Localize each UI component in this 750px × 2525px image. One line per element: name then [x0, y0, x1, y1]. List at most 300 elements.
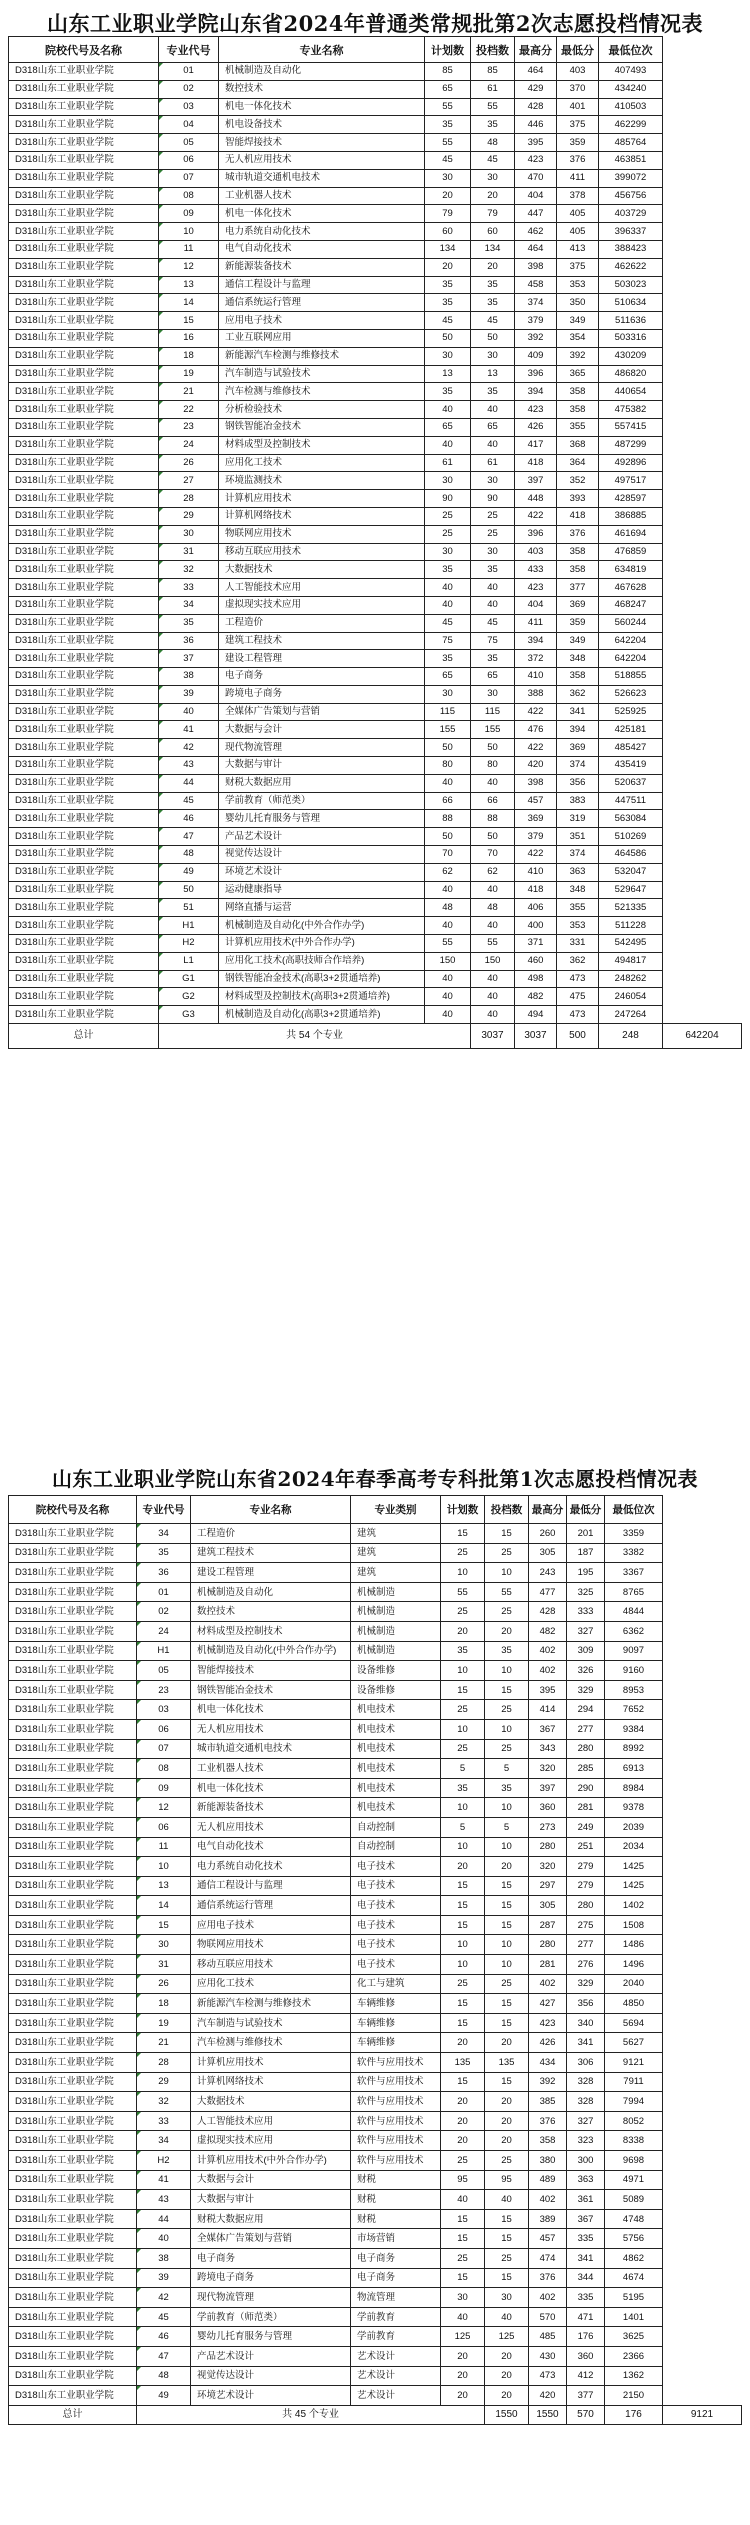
table2-body [9, 1524, 742, 2425]
table-cell: 363 [567, 2170, 605, 2190]
table-row [9, 952, 742, 970]
table-cell: 1425 [605, 1857, 663, 1877]
table-cell: 15 [441, 2268, 485, 2288]
table-cell: 学前教育 [351, 2327, 441, 2347]
table-cell: 40 [159, 703, 219, 721]
table-cell: 335 [567, 2288, 605, 2308]
table-cell: 30 [137, 1935, 191, 1955]
table-cell: 279 [567, 1876, 605, 1896]
table-cell: 300 [567, 2151, 605, 2171]
table-cell: 363 [557, 863, 599, 881]
table-cell: 35 [441, 1641, 485, 1661]
total-plan: 3037 [471, 1024, 515, 1049]
table-cell: 389 [529, 2209, 567, 2229]
table-cell: D318山东工业职业学院 [9, 454, 159, 472]
table-cell: D318山东工业职业学院 [9, 685, 159, 703]
table-cell: D318山东工业职业学院 [9, 2288, 137, 2308]
table-cell: 智能焊接技术 [219, 134, 425, 152]
table2-block [0, 1455, 750, 2425]
table-cell: 25 [425, 525, 471, 543]
table-cell: 软件与应用技术 [351, 2092, 441, 2112]
table-row [9, 668, 742, 686]
table-row [9, 2170, 742, 2190]
table-cell: 电气自动化技术 [191, 1837, 351, 1857]
table-cell: 7994 [605, 2092, 663, 2112]
table-cell: 47 [159, 828, 219, 846]
table-cell: 369 [515, 810, 557, 828]
table-cell: 电子技术 [351, 1935, 441, 1955]
table-cell: 1425 [605, 1876, 663, 1896]
table-cell: 397 [529, 1778, 567, 1798]
table-cell: 95 [441, 2170, 485, 2190]
table-cell: 10 [485, 1837, 529, 1857]
table-cell: 30 [471, 685, 515, 703]
table-cell: 软件与应用技术 [351, 2131, 441, 2151]
table-cell: 汽车制造与试验技术 [191, 2013, 351, 2033]
table-cell: D318山东工业职业学院 [9, 151, 159, 169]
table-cell: 08 [137, 1759, 191, 1779]
table-cell: 305 [529, 1543, 567, 1563]
table-cell: 15 [441, 2072, 485, 2092]
table-row [9, 596, 742, 614]
table-cell: 376 [557, 151, 599, 169]
table-cell: 60 [471, 223, 515, 241]
table-row [9, 1876, 742, 1896]
table-row [9, 1837, 742, 1857]
table-cell: 15 [441, 2229, 485, 2249]
table-row [9, 169, 742, 187]
table-cell: 327 [567, 1621, 605, 1641]
table-cell: D318山东工业职业学院 [9, 2386, 137, 2406]
table-cell: 61 [425, 454, 471, 472]
table-cell: 13 [159, 276, 219, 294]
table-cell: D318山东工业职业学院 [9, 2170, 137, 2190]
table-cell: 341 [567, 2248, 605, 2268]
table-cell: 01 [159, 63, 219, 81]
table-cell: 150 [471, 952, 515, 970]
table-cell: 40 [485, 2190, 529, 2210]
table-cell: 473 [529, 2366, 567, 2386]
table-cell: D318山东工业职业学院 [9, 2111, 137, 2131]
table-cell: 320 [529, 1857, 567, 1877]
table1-title: 山东工业职业学院山东省2024年普通类常规批第2次志愿投档情况表 [46, 11, 704, 36]
table-cell: 333 [567, 1602, 605, 1622]
table-cell: 521335 [599, 899, 663, 917]
table-row [9, 63, 742, 81]
table-cell: 388423 [599, 240, 663, 258]
table-cell: 35 [471, 650, 515, 668]
table-cell: 155 [425, 721, 471, 739]
table-row [9, 988, 742, 1006]
table-cell: 40 [425, 917, 471, 935]
table-cell: 320 [529, 1759, 567, 1779]
table-cell: 134 [425, 240, 471, 258]
table-cell: 474 [529, 2248, 567, 2268]
total-max: 570 [567, 2405, 605, 2424]
table-cell: 电子商务 [351, 2248, 441, 2268]
table-cell: 360 [529, 1798, 567, 1818]
table-cell: 352 [557, 472, 599, 490]
table-row [9, 650, 742, 668]
table-row [9, 1680, 742, 1700]
table-cell: 41 [137, 2170, 191, 2190]
table-cell: 90 [471, 490, 515, 508]
table-cell: 411 [515, 614, 557, 632]
table-cell: 176 [567, 2327, 605, 2347]
table-cell: 388 [515, 685, 557, 703]
table-cell: D318山东工业职业学院 [9, 2092, 137, 2112]
table-row [9, 329, 742, 347]
table-cell: 65 [425, 80, 471, 98]
table-row [9, 205, 742, 223]
table-cell: D318山东工业职业学院 [9, 134, 159, 152]
table-cell: 建设工程管理 [191, 1563, 351, 1583]
table-cell: D318山东工业职业学院 [9, 1798, 137, 1818]
table-row [9, 543, 742, 561]
table-cell: 09 [159, 205, 219, 223]
table-cell: 45 [425, 151, 471, 169]
table-cell: 429 [515, 80, 557, 98]
table-cell: 88 [425, 810, 471, 828]
table-cell: 79 [471, 205, 515, 223]
table-cell: 369 [557, 596, 599, 614]
table-cell: 机电一体化技术 [191, 1700, 351, 1720]
table-cell: 45 [471, 151, 515, 169]
table-row [9, 1543, 742, 1563]
table-cell: 9160 [605, 1661, 663, 1681]
table-cell: 02 [137, 1602, 191, 1622]
table-cell: 机电设备技术 [219, 116, 425, 134]
table-cell: 368 [557, 436, 599, 454]
table-cell: D318山东工业职业学院 [9, 116, 159, 134]
table-row [9, 2033, 742, 2053]
table-cell: 10 [441, 1661, 485, 1681]
table-cell: D318山东工业职业学院 [9, 365, 159, 383]
table-cell: 15 [441, 2209, 485, 2229]
table-cell: 9698 [605, 2151, 663, 2171]
table-cell: 394 [515, 632, 557, 650]
table-cell: D318山东工业职业学院 [9, 1857, 137, 1877]
table-row [9, 2386, 742, 2406]
table-cell: 50 [425, 329, 471, 347]
table-cell: 542495 [599, 935, 663, 953]
table-cell: 4844 [605, 1602, 663, 1622]
table-cell: 汽车制造与试验技术 [219, 365, 425, 383]
total-summary: 共 54 个专业 [159, 1024, 471, 1049]
table-cell: 25 [485, 1739, 529, 1759]
table-cell: G2 [159, 988, 219, 1006]
table-cell: 37 [159, 650, 219, 668]
table-cell: 机械制造 [351, 1602, 441, 1622]
table-cell: 358 [557, 668, 599, 686]
table-cell: 365 [557, 365, 599, 383]
table-cell: 125 [485, 2327, 529, 2347]
table-cell: 20 [485, 2386, 529, 2406]
table-row [9, 935, 742, 953]
table-cell: 243 [529, 1563, 567, 1583]
table-cell: 18 [159, 347, 219, 365]
table-cell: 19 [159, 365, 219, 383]
table-cell: D318山东工业职业学院 [9, 1778, 137, 1798]
table-cell: 498 [515, 970, 557, 988]
table-cell: 25 [441, 2151, 485, 2171]
table-cell: 570 [529, 2307, 567, 2327]
table-row [9, 187, 742, 205]
table-cell: 405 [557, 205, 599, 223]
table-cell: 503023 [599, 276, 663, 294]
table-cell: 机电一体化技术 [191, 1778, 351, 1798]
table-cell: 18 [137, 1994, 191, 2014]
table-cell: 20 [441, 2131, 485, 2151]
table-cell: 25 [485, 2151, 529, 2171]
table-cell: 6913 [605, 1759, 663, 1779]
table-cell: 35 [425, 383, 471, 401]
table-cell: 457 [515, 792, 557, 810]
table-cell: 40 [471, 917, 515, 935]
table-cell: 40 [471, 579, 515, 597]
table-cell: 275 [567, 1915, 605, 1935]
table-row [9, 2131, 742, 2151]
table-cell: D318山东工业职业学院 [9, 1563, 137, 1583]
table-cell: 323 [567, 2131, 605, 2151]
table-cell: 21 [159, 383, 219, 401]
table-cell: D318山东工业职业学院 [9, 2346, 137, 2366]
table-cell: 新能源装备技术 [191, 1798, 351, 1818]
table-cell: 7911 [605, 2072, 663, 2092]
table-cell: 376 [557, 525, 599, 543]
table-row [9, 1582, 742, 1602]
table-cell: 485764 [599, 134, 663, 152]
table-cell: 40 [471, 401, 515, 419]
table-row [9, 383, 742, 401]
table-row [9, 2111, 742, 2131]
table-cell: 422 [515, 507, 557, 525]
table-row [9, 1563, 742, 1583]
table-cell: 07 [159, 169, 219, 187]
table-row [9, 2151, 742, 2171]
table-cell: 404 [515, 187, 557, 205]
table-cell: D318山东工业职业学院 [9, 1817, 137, 1837]
table-cell: 40 [471, 436, 515, 454]
table-cell: D318山东工业职业学院 [9, 223, 159, 241]
table-cell: 21 [137, 2033, 191, 2053]
table-cell: 20 [425, 187, 471, 205]
table-row [9, 294, 742, 312]
table-cell: 557415 [599, 418, 663, 436]
table-cell: 61 [471, 80, 515, 98]
column-header: 计划数 [425, 37, 471, 63]
table-cell: 40 [425, 970, 471, 988]
table-cell: 15 [485, 1680, 529, 1700]
table-cell: 428597 [599, 490, 663, 508]
table-cell: 4674 [605, 2268, 663, 2288]
table-cell: D318山东工业职业学院 [9, 2229, 137, 2249]
table-cell: 跨境电子商务 [219, 685, 425, 703]
table-cell: 50 [471, 739, 515, 757]
table-cell: 电气自动化技术 [219, 240, 425, 258]
table-cell: 80 [425, 757, 471, 775]
table-cell: 410 [515, 863, 557, 881]
table-row [9, 1955, 742, 1975]
table-cell: 359 [557, 614, 599, 632]
table-cell: D318山东工业职业学院 [9, 347, 159, 365]
total-label: 总计 [9, 2405, 137, 2424]
table-cell: 423 [515, 401, 557, 419]
total-min: 176 [605, 2405, 663, 2424]
table-row [9, 579, 742, 597]
table-cell: 环境监测技术 [219, 472, 425, 490]
table-cell: D318山东工业职业学院 [9, 507, 159, 525]
table-cell: 340 [567, 2013, 605, 2033]
table-cell: 2039 [605, 1817, 663, 1837]
table-cell: 418 [515, 454, 557, 472]
table-cell: 396 [515, 365, 557, 383]
table-cell: 55 [471, 935, 515, 953]
table-cell: 394 [557, 721, 599, 739]
table-cell: 70 [425, 846, 471, 864]
table-cell: D318山东工业职业学院 [9, 436, 159, 454]
table-cell: 设备维修 [351, 1661, 441, 1681]
table-row [9, 614, 742, 632]
table-cell: 15 [485, 2013, 529, 2033]
table-cell: 数控技术 [191, 1602, 351, 1622]
table-cell: D318山东工业职业学院 [9, 881, 159, 899]
column-header: 最低位次 [605, 1496, 663, 1524]
table-cell: 428 [529, 1602, 567, 1622]
table-cell: 281 [529, 1955, 567, 1975]
table-cell: 5627 [605, 2033, 663, 2053]
table-row [9, 2327, 742, 2347]
table-cell: D318山东工业职业学院 [9, 1602, 137, 1622]
table-cell: D318山东工业职业学院 [9, 846, 159, 864]
table-cell: 29 [159, 507, 219, 525]
table-cell: D318山东工业职业学院 [9, 2248, 137, 2268]
table-cell: 无人机应用技术 [191, 1719, 351, 1739]
table-cell: 10 [441, 1719, 485, 1739]
table-cell: D318山东工业职业学院 [9, 828, 159, 846]
table-cell: 248262 [599, 970, 663, 988]
table-cell: 20 [441, 1621, 485, 1641]
table-cell: 378 [557, 187, 599, 205]
table-cell: D318山东工业职业学院 [9, 2053, 137, 2073]
table-cell: 410503 [599, 98, 663, 116]
table-cell: H2 [159, 935, 219, 953]
table-cell: D318山东工业职业学院 [9, 1994, 137, 2014]
table-cell: 艺术设计 [351, 2366, 441, 2386]
table-cell: 344 [567, 2268, 605, 2288]
table-cell: 492896 [599, 454, 663, 472]
table-cell: 20 [441, 2111, 485, 2131]
table-cell: 353 [557, 917, 599, 935]
table-cell: 464586 [599, 846, 663, 864]
table-cell: 341 [557, 703, 599, 721]
table-cell: 482 [529, 1621, 567, 1641]
table-cell: 婴幼儿托育服务与管理 [219, 810, 425, 828]
table-cell: 15 [485, 1876, 529, 1896]
table-cell: 358 [557, 383, 599, 401]
table-cell: 15 [441, 1680, 485, 1700]
table-cell: D318山东工业职业学院 [9, 2209, 137, 2229]
table-cell: D318山东工业职业学院 [9, 240, 159, 258]
table-cell: 362 [557, 952, 599, 970]
table-cell: 417 [515, 436, 557, 454]
table-row [9, 2307, 742, 2327]
table-cell: 47 [137, 2346, 191, 2366]
table-cell: 8765 [605, 1582, 663, 1602]
table-cell: 39 [159, 685, 219, 703]
table-cell: 376 [529, 2111, 567, 2131]
table-cell: 379 [515, 312, 557, 330]
table-cell: D318山东工业职业学院 [9, 1524, 137, 1544]
table-cell: 9384 [605, 1719, 663, 1739]
table-cell: 3382 [605, 1543, 663, 1563]
table-row [9, 436, 742, 454]
total-admit: 1550 [529, 2405, 567, 2424]
table-cell: 3367 [605, 1563, 663, 1583]
table-cell: 95 [485, 2170, 529, 2190]
table-cell: 8953 [605, 1680, 663, 1700]
table-cell: D318山东工业职业学院 [9, 579, 159, 597]
table-cell: 88 [471, 810, 515, 828]
table-cell: 工业机器人技术 [191, 1759, 351, 1779]
table-cell: 349 [557, 312, 599, 330]
table-cell: 494 [515, 1006, 557, 1024]
table-cell: D318山东工业职业学院 [9, 1641, 137, 1661]
table-cell: 40 [471, 881, 515, 899]
table-cell: D318山东工业职业学院 [9, 917, 159, 935]
table-cell: H2 [137, 2151, 191, 2171]
table-cell: 397 [515, 472, 557, 490]
table-cell: 20 [441, 1857, 485, 1877]
table-cell: 20 [471, 187, 515, 205]
table-cell: 14 [159, 294, 219, 312]
table-row [9, 828, 742, 846]
table-cell: 482 [515, 988, 557, 1006]
table-cell: D318山东工业职业学院 [9, 1700, 137, 1720]
table-cell: 15 [441, 2013, 485, 2033]
table-cell: 自动控制 [351, 1837, 441, 1857]
table-cell: 10 [441, 1837, 485, 1857]
table-cell: 设备维修 [351, 1680, 441, 1700]
table-cell: 395 [529, 1680, 567, 1700]
table-cell: 15 [441, 1915, 485, 1935]
table-cell: 全媒体广告策划与营销 [191, 2229, 351, 2249]
table-cell: 工业机器人技术 [219, 187, 425, 205]
table-cell: 348 [557, 881, 599, 899]
total-min: 248 [599, 1024, 663, 1049]
table-cell: 51 [159, 899, 219, 917]
table-cell: 32 [159, 561, 219, 579]
table-cell: 智能焊接技术 [191, 1661, 351, 1681]
table-cell: 66 [471, 792, 515, 810]
table-cell: 财税 [351, 2209, 441, 2229]
table-cell: 476 [515, 721, 557, 739]
table-cell: 25 [485, 1974, 529, 1994]
table-cell: 5195 [605, 2288, 663, 2308]
table-cell: 5756 [605, 2229, 663, 2249]
table-cell: 4862 [605, 2248, 663, 2268]
table-cell: 247264 [599, 1006, 663, 1024]
table-cell: 20 [485, 2346, 529, 2366]
table-cell: 62 [471, 863, 515, 881]
table-cell: 应用化工技术(高职技师合作培养) [219, 952, 425, 970]
table-cell: 418 [557, 507, 599, 525]
table-cell: 29 [137, 2072, 191, 2092]
table-cell: 422 [515, 739, 557, 757]
table-cell: 20 [471, 258, 515, 276]
table-cell: 115 [471, 703, 515, 721]
table-cell: 409 [515, 347, 557, 365]
